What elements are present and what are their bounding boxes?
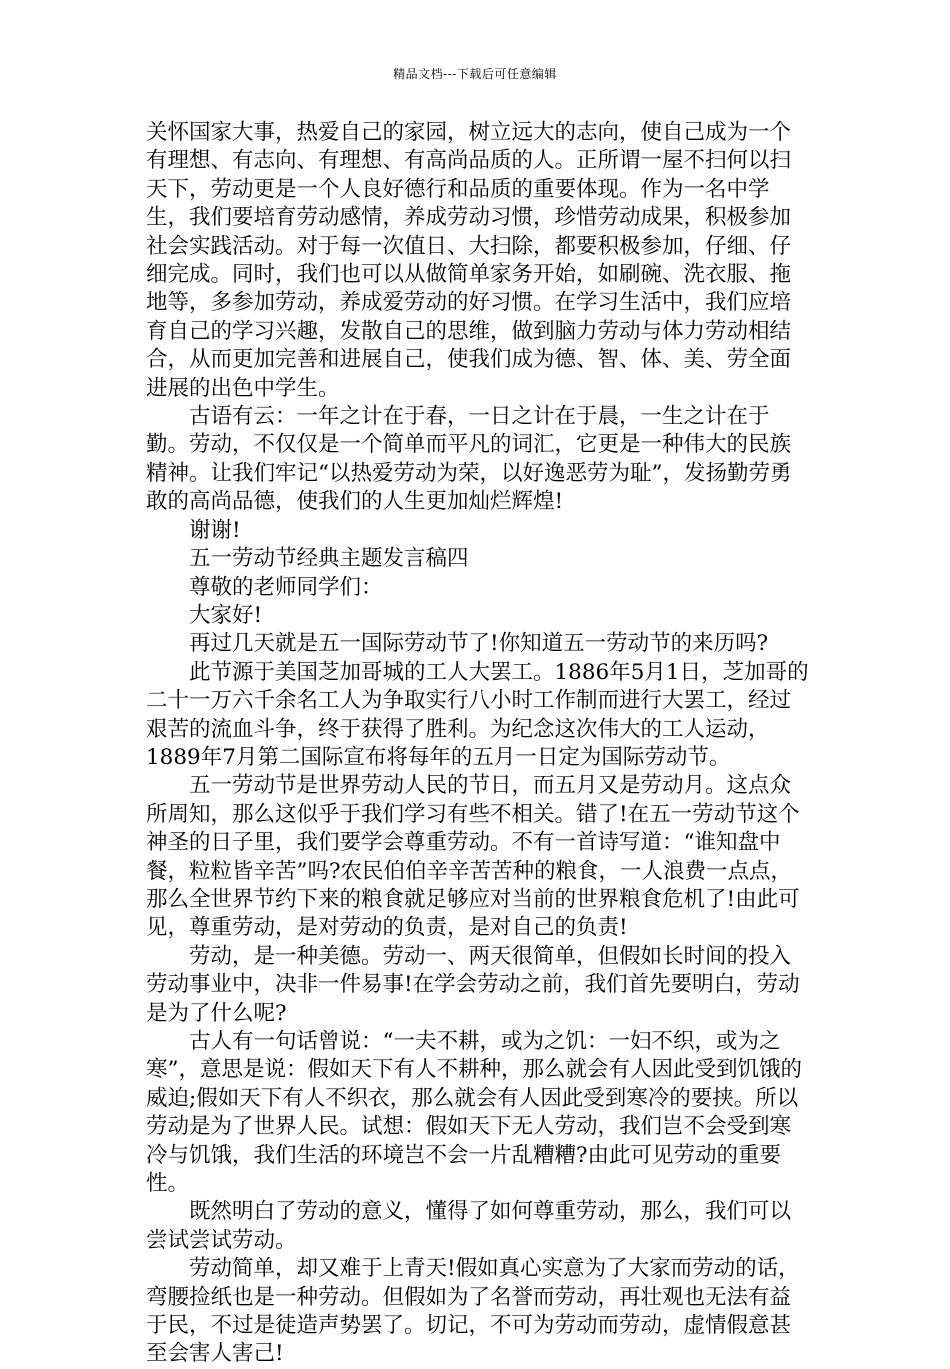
paragraph-12: 既然明白了劳动的意义，懂得了如何尊重劳动，那么，我们可以尝试尝试劳动。: [146, 1199, 792, 1253]
paragraph-11: 古人有一句话曾说：“一夫不耕，或为之饥：一妇不织，或为之寒”，意思是说：假如天下有人不耕种，那么就会有人因此受到饥饿的威迫;假如天下有人不织衣，那么就会有人因此受到寒冷的要挟。所以劳动是为了世界人民。试想：假如天下无人劳动，我们岂不会受到寒冷与饥饿，我们生活的环境岂不会一片乱糟糟?由此可见劳动的重要性。: [146, 1029, 802, 1197]
document-body: [146, 119, 812, 1369]
salutation: 尊敬的老师同学们：: [189, 574, 383, 600]
paragraph-2: 古语有云：一年之计在于春，一日之计在于晨，一生之计在于勤。劳动，不仅仅是一个简单而平凡的词汇，它更是一种伟大的民族精神。让我们牢记“以热爱劳动为荣，以好逸恶劳为耻”，发扬勤劳勇敢的高尚品德，使我们的人生更加灿烂辉煌!: [146, 404, 792, 515]
paragraph-thanks: 谢谢!: [189, 517, 241, 543]
paragraph-8: 此节源于美国芝加哥城的工人大罢工。1886年5月1日，芝加哥的二十一万六千余名工人为争取实行八小时工作制而进行大罢工，经过艰苦的流血斗争，终于获得了胜利。为纪念这次伟大的工人运动，1889年7月第二国际宣布将每年的五月一日定为国际劳动节。: [146, 659, 809, 770]
paragraph-9: 五一劳动节是世界劳动人民的节日，而五月又是劳动月。这点众所周知，那么这似乎于我们学习有些不相关。错了!在五一劳动节这个神圣的日子里，我们要学会尊重劳动。不有一首诗写道：“谁知盘中餐，粒粒皆辛苦”吗?农民伯伯辛辛苦苦种的粮食，一人浪费一点点，那么全世界节约下来的粮食就足够应对当前的世界粮食危机了!由此可见，尊重劳动，是对劳动的负责，是对自己的负责!: [146, 773, 800, 941]
paragraph-7: 再过几天就是五一国际劳动节了!你知道五一劳动节的来历吗?: [189, 631, 769, 657]
paragraph-1: 关怀国家大事，热爱自己的家园，树立远大的志向，使自己成为一个有理想、有志向、有理想、有高尚品质的人。正所谓一屋不扫何以扫天下，劳动更是一个人良好德行和品质的重要体现。作为一名中学生，我们要培育劳动感情，养成劳动习惯，珍惜劳动成果，积极参加社会实践活动。对于每一次值日、大扫除，都要积极参加，仔细、仔细完成。同时，我们也可以从做简单家务开始，如刷碗、洗衣服、拖地等，多参加劳动，养成爱劳动的好习惯。在学习生活中，我们应培育自己的学习兴趣，发散自己的思维，做到脑力劳动与体力劳动相结合，从而更加完善和进展自己，使我们成为德、智、体、美、劳全面进展的出色中学生。: [146, 120, 792, 401]
paragraph-13: 劳动简单，却又难于上青天!假如真心实意为了大家而劳动的话，弯腰捡纸也是一种劳动。但假如为了名誉而劳动，再壮观也无法有益于民，不过是徒造声势罢了。切记，不可为劳动而劳动，虚情假意甚至会害人害己!: [146, 1256, 800, 1367]
page-header: 精品文档---下载后可任意编辑: [393, 67, 557, 81]
greeting: 大家好!: [189, 602, 263, 628]
paragraph-10: 劳动，是一种美德。劳动一、两天很简单，但假如长时间的投入劳动事业中，决非一件易事!在学会劳动之前，我们首先要明白，劳动是为了什么呢?: [146, 943, 800, 1026]
section-title: 五一劳动节经典主题发言稿四: [189, 546, 469, 572]
